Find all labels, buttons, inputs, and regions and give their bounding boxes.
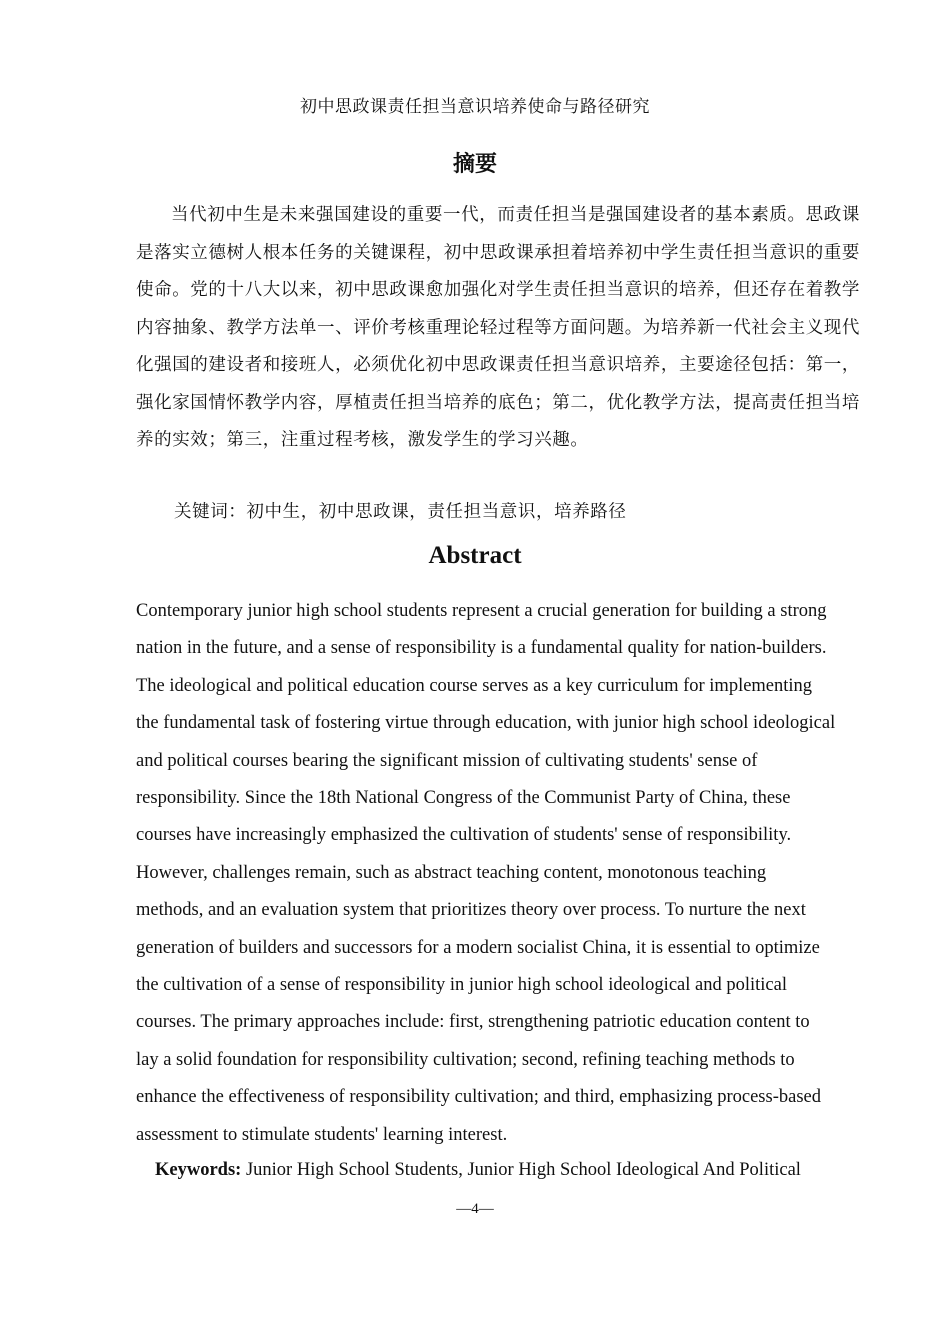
english-abstract-heading: Abstract	[428, 542, 522, 569]
keywords-value: Junior High School Students, Junior High School Ideological And Political	[241, 1160, 801, 1180]
chinese-abstract-body: 当代初中生是未来强国建设的重要一代，而责任担当是强国建设者的基本素质。思政课是落实立德树人根本任务的关键课程，初中思政课承担着培养初中学生责任担当意识的重要使命。党的十八大以来，初中思政课愈加强化对学生责任担当意识的培养，但还存在着教学内容抽象、教学方法单一、评价考核重理论轻过程等方面问题。为培养新一代社会主义现代化强国的建设者和接班人，必须优化初中思政课责任担当意识培养，主要途径包括：第一，强化家国情怀教学内容，厚植责任担当培养的底色；第二，优化教学方法，提高责任担当培养的实效；第三，注重过程考核，激发学生的学习兴趣。	[136, 205, 860, 450]
english-keywords	[155, 1152, 801, 1188]
abstract-line: However, challenges remain, such as abstract teaching content, monotonous teaching	[136, 862, 767, 883]
page-number: —4—	[456, 1201, 494, 1217]
abstract-line: enhance the effectiveness of responsibility cultivation; and third, emphasizing process-based	[136, 1087, 821, 1108]
abstract-line: nation in the future, and a sense of responsibility is a fundamental quality for nation-builders.	[136, 638, 827, 659]
abstract-line: and political courses bearing the significant mission of cultivating students' sense of	[136, 750, 758, 771]
chinese-abstract-heading: 摘要	[452, 152, 497, 177]
abstract-line: the cultivation of a sense of responsibility in junior high school ideological and political	[136, 975, 787, 996]
abstract-line: The ideological and political education course serves as a key curriculum for implementing	[136, 675, 813, 696]
abstract-line: methods, and an evaluation system that prioritizes theory over process. To nurture the next	[136, 900, 806, 921]
abstract-line: courses have increasingly emphasized the cultivation of students' sense of responsibility.	[136, 825, 792, 846]
keywords-label: Keywords:	[155, 1160, 242, 1180]
abstract-line: assessment to stimulate students' learning interest.	[136, 1124, 508, 1145]
abstract-line: the fundamental task of fostering virtue through education, with junior high school ideological	[136, 713, 836, 734]
abstract-line: courses. The primary approaches include: first, strengthening patriotic education content to	[136, 1012, 810, 1033]
abstract-line: responsibility. Since the 18th National Congress of the Communist Party of China, these	[136, 788, 791, 809]
abstract-line: Contemporary junior high school students represent a crucial generation for building a strong	[136, 601, 827, 621]
abstract-line: generation of builders and successors for a modern socialist China, it is essential to optimize	[136, 937, 820, 958]
abstract-line: lay a solid foundation for responsibility cultivation; second, refining teaching methods to	[136, 1049, 795, 1070]
running-title: 初中思政课责任担当意识培养使命与路径研究	[300, 97, 650, 117]
english-abstract-body	[136, 593, 864, 1154]
chinese-keywords: 关键词：初中生，初中思政课，责任担当意识，培养路径	[174, 502, 627, 522]
